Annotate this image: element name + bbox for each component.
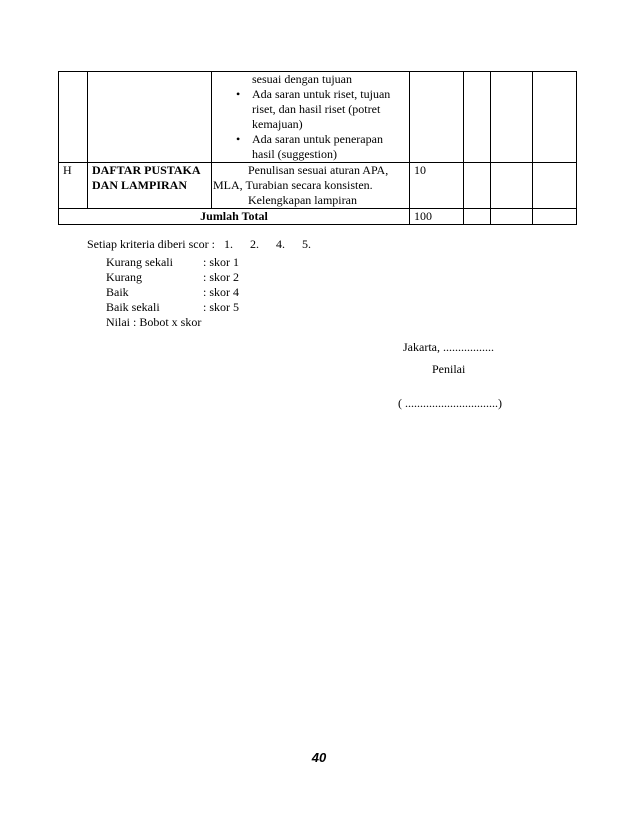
score-level-list — [106, 255, 311, 330]
list-item — [106, 255, 311, 270]
list-item-text: Ada saran untuk riset, tujuan riset, dan hasil riset (potret kemajuan) — [252, 87, 391, 131]
score-level-label: Kurang — [106, 270, 142, 284]
table-cell — [464, 72, 491, 163]
score-level-value: : skor 1 — [203, 255, 239, 269]
table-row — [59, 72, 577, 163]
table-row — [59, 163, 577, 209]
criterion-line: DAFTAR PUSTAKA — [92, 163, 201, 177]
total-value: 100 — [410, 209, 464, 225]
total-label: Jumlah Total — [59, 209, 410, 225]
score-level-value: : skor 4 — [203, 285, 239, 299]
table-cell — [533, 163, 577, 209]
list-item — [106, 300, 311, 315]
score-option: 1. — [223, 237, 233, 251]
list-item-text: sesuai dengan tujuan — [252, 72, 352, 86]
description-line: Penulisan sesuai aturan APA, — [248, 163, 389, 177]
table-row-total — [59, 209, 577, 225]
scoring-intro-line — [87, 237, 311, 252]
criteria-description-cell — [212, 163, 410, 209]
score-level-value: : skor 5 — [203, 300, 239, 314]
scoring-intro: Setiap kriteria diberi scor : — [87, 237, 215, 251]
place-date-line: Jakarta, ................. — [403, 340, 494, 354]
table-cell — [491, 163, 533, 209]
table-cell — [410, 72, 464, 163]
signature-block — [398, 340, 502, 411]
score-option: 4. — [275, 237, 285, 251]
table-cell — [491, 72, 533, 163]
table-cell — [533, 72, 577, 163]
description-line: MLA, Turabian secara konsisten. — [213, 178, 373, 192]
weight-cell: 10 — [410, 163, 464, 209]
table-cell — [464, 209, 491, 225]
scoring-guide — [87, 237, 311, 330]
list-item — [106, 285, 311, 300]
assessor-role: Penilai — [432, 362, 466, 376]
list-item — [106, 270, 311, 285]
list-item-text: Ada saran untuk penerapan hasil (suggestion) — [252, 132, 383, 161]
page-number: 40 — [311, 750, 327, 765]
criterion-line: DAN LAMPIRAN — [92, 178, 187, 192]
assessment-rubric-table — [58, 71, 577, 225]
score-formula: Nilai : Bobot x skor — [106, 315, 202, 329]
score-level-label: Baik sekali — [106, 300, 160, 314]
table-cell — [491, 209, 533, 225]
table-cell — [59, 72, 88, 163]
list-item — [216, 87, 405, 132]
table-cell — [464, 163, 491, 209]
score-level-label: Baik — [106, 285, 129, 299]
list-item — [216, 132, 405, 162]
criteria-description-cell — [212, 72, 410, 163]
table-cell — [533, 209, 577, 225]
list-item — [216, 72, 405, 87]
score-option: 2. — [249, 237, 259, 251]
score-level-value: : skor 2 — [203, 270, 239, 284]
signature-blank: ( ...............................) — [398, 396, 502, 410]
row-code: H — [59, 163, 88, 209]
score-level-label: Kurang sekali — [106, 255, 173, 269]
table-cell — [88, 72, 212, 163]
score-option: 5. — [301, 237, 311, 251]
description-line: Kelengkapan lampiran — [248, 193, 357, 207]
criterion-name — [88, 163, 212, 209]
